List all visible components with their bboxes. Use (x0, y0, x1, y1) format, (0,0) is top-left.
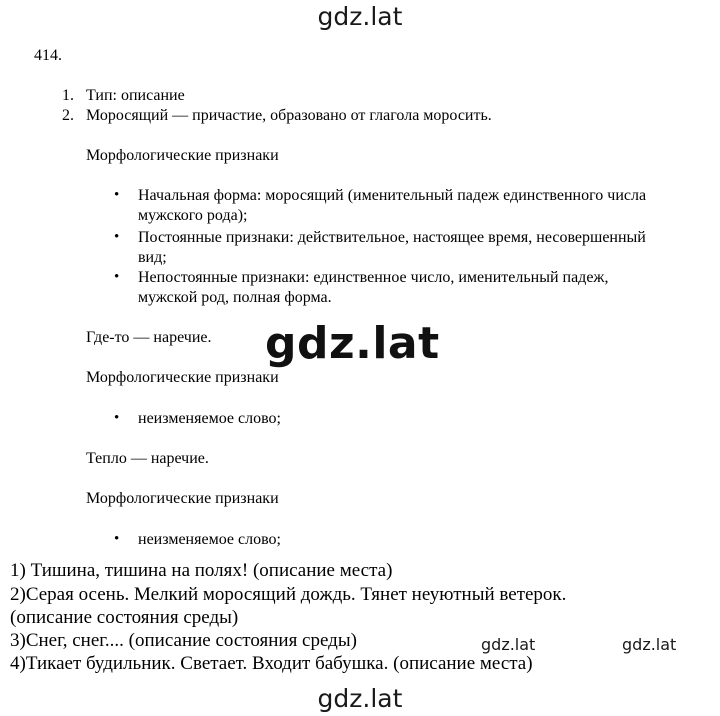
bullet-icon: • (114, 531, 120, 547)
watermark-top: gdz.lat (317, 2, 403, 31)
numbered-item-2-num: 2. (62, 107, 74, 124)
section1-heading: Морфологические признаки (86, 147, 279, 164)
section1-bullet-3-line-2: мужской род, полная форма. (138, 289, 332, 306)
exercise-number: 414. (34, 47, 62, 64)
numbered-item-1-text: Тип: описание (86, 87, 185, 104)
section2-bullet: неизменяемое слово; (138, 410, 281, 427)
answer-line-3: (описание состояния среды) (10, 607, 239, 628)
section3-bullet: неизменяемое слово; (138, 531, 281, 548)
section3-word: Тепло — наречие. (86, 450, 209, 467)
answer-line-5: 4)Тикает будильник. Светает. Входит бабушка. (описание места) (10, 653, 533, 674)
section1-bullet-1-line-1: Начальная форма: моросящий (именительный падеж единственного числа (138, 187, 647, 204)
section1-bullet-2-line-1: Постоянные признаки: действительное, настоящее время, несовершенный (138, 229, 646, 246)
section3-heading: Морфологические признаки (86, 490, 279, 507)
bullet-icon: • (114, 187, 120, 203)
section2-word: Где-то — наречие. (86, 329, 212, 346)
watermark-center: gdz.lat (265, 318, 440, 369)
bullet-icon: • (114, 269, 120, 285)
section2-heading: Морфологические признаки (86, 369, 279, 386)
watermark-small-1: gdz.lat (481, 635, 536, 654)
numbered-item-2-text: Моросящий — причастие, образовано от глагола моросить. (86, 107, 492, 124)
bullet-icon: • (114, 229, 120, 245)
watermark-bottom: gdz.lat (317, 684, 403, 713)
bullet-icon: • (114, 410, 120, 426)
answer-line-1: 1) Тишина, тишина на полях! (описание места) (10, 560, 393, 581)
section1-bullet-1-line-2: мужского рода); (138, 207, 248, 224)
section1-bullet-3-line-1: Непостоянные признаки: единственное число, именительный падеж, (138, 269, 609, 286)
answer-line-2: 2)Серая осень. Мелкий моросящий дождь. Тянет неуютный ветерок. (10, 584, 567, 605)
section1-bullet-2-line-2: вид; (138, 249, 167, 266)
watermark-small-2: gdz.lat (622, 635, 677, 654)
answer-line-4: 3)Снег, снег.... (описание состояния среды) (10, 630, 357, 651)
numbered-item-1-num: 1. (62, 87, 74, 104)
